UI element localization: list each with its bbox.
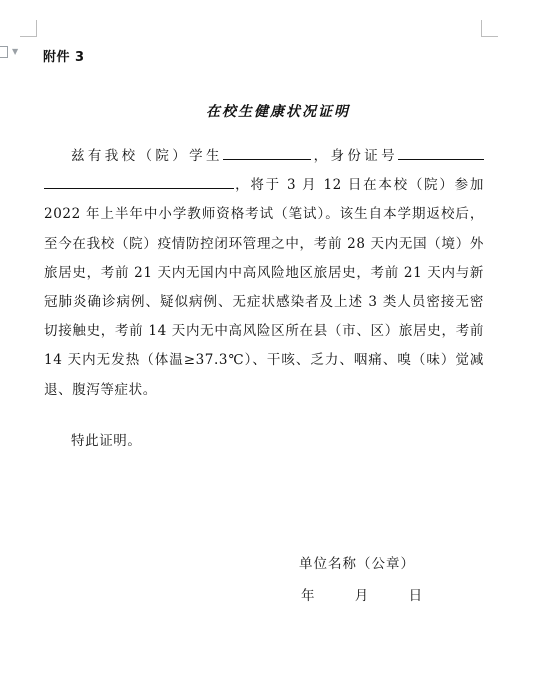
crop-mark-top-left (20, 20, 37, 37)
unit-name-seal-label: 单位名称（公章） (299, 556, 415, 572)
body-text-main: ，将于 3 月 12 日在本校（院）参加 2022 年上半年中小学教师资格考试（笔试）。该生自本学期返校后，至今在我校（院）疫情防控闭环管理之中，考前 28 天内无国（境）外旅居史，考前 21 天内无国内中高风险地区旅居史，考前 21 天内与新冠肺炎确诊病例、疑似病例、无症状感染者及上述 3 类人员密接无密切接触史，考前 14 天内无中高风险区所在县（市、区）旅居史，考前 14 天内无发热（体温≥37.3℃）、干咳、乏力、咽痛、嗅（味）觉减退、腹泻等症状。 (44, 177, 484, 398)
date-month: 月 (354, 588, 369, 604)
signature-date (301, 584, 458, 604)
date-day: 日 (408, 588, 423, 604)
body-paragraph (44, 142, 484, 405)
margin-box-icon (0, 46, 8, 58)
document-title: 在校生健康状况证明 (206, 104, 350, 120)
id-number-blank-line2[interactable] (44, 173, 234, 189)
margin-handle[interactable] (0, 45, 22, 59)
date-year: 年 (301, 588, 315, 604)
body-text-student: 兹有我校（院）学生 (71, 148, 223, 164)
student-name-blank[interactable] (223, 144, 311, 160)
id-number-blank-line1[interactable] (398, 144, 484, 160)
certificate-body (44, 142, 484, 405)
attachment-label: 附件 3 (43, 50, 85, 65)
crop-mark-top-right (481, 20, 498, 37)
dropdown-arrow-icon: ▼ (12, 47, 19, 56)
closing-statement: 特此证明。 (71, 433, 142, 449)
body-text-id: ，身份证号 (310, 148, 398, 164)
